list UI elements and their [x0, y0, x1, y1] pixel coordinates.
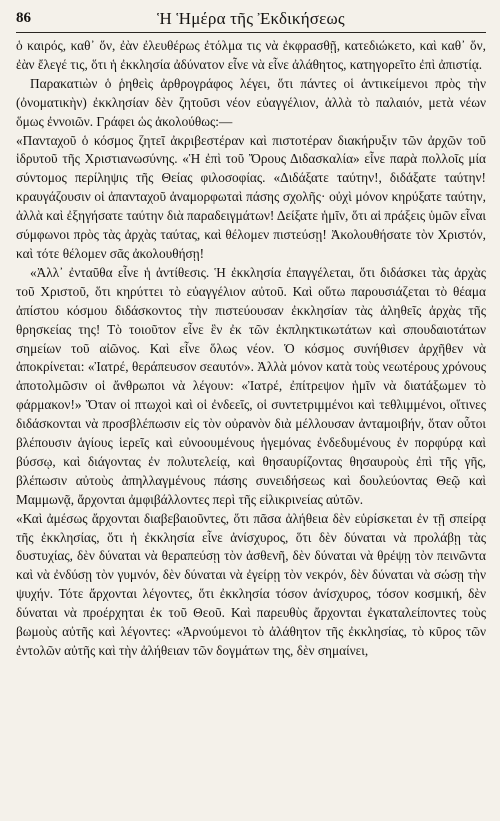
running-title: Ἡ Ἡμέρα τῆς Ἐκδικήσεως: [157, 9, 345, 28]
paragraph-3: «Πανταχοῦ ὁ κόσμος ζητεῖ ἀκριβεστέραν καὶ πιστοτέραν διακήρυξιν τῶν ἀρχῶν τοῦ ἱδρυτοῦ τῆς Χριστιανωσύνης. «Ἡ ἐπὶ τοῦ Ὄρους Διδασκαλία» εἶνε παρὰ πολλοῖς μία σύντομος περίληψις τῆς Θείας φιλοσοφίας. «Διδάξατε ταύτην!, διδάξατε ταύτην! κραυγάζουσιν οἱ ἀπανταχοῦ ἀναμορφωταὶ πάσης σχολῆς· οὐχὶ μόνον κηρύξατε ταύτην, ἀλλὰ καὶ ἐξηγήσατε ταύτην διὰ παραδειγμάτων! Δείξατε ἡμῖν, ὅτι αἱ πράξεις ὑμῶν εἶναι σύμφωνοι πρὸς τὰς ἀρχὰς ταύτας, καὶ θέλομεν πιστεύσῃ! Ἀκολουθήσατε τὸν Χριστόν, καὶ τότε θέλομεν σᾶς ἀκολουθήσῃ!: [16, 132, 486, 261]
paragraph-4: «Ἀλλ᾿ ἐνταῦθα εἶνε ἡ ἀντίθεσις. Ἡ ἐκκλησία ἐπαγγέλεται, ὅτι διδάσκει τὰς ἀρχὰς τοῦ Χριστοῦ, ὅτι κηρύττει τὸ εὐαγγέλιον αὐτοῦ. Καὶ οὕτω παρουσιάζεται τὸ θέαμα ἀπίστου κόσμου διδάσκοντος τὴν πιστεύουσαν ἐκκλησίαν τὰς ἀληθεῖς ἀρχὰς τῆς θρησκείας της! Τὸ τοιοῦτον εἶνε ἓν ἐκ τῶν ἐκπληκτικωτάτων καὶ σπουδαιοτάτων σημείων τοῦ αἰῶνος. Καὶ εἶνε ὅλως νέον. Ὁ κόσμος συνήθισεν ἀρχῆθεν νὰ ἀποκρίνεται: «Ἰατρέ, θεράπευσον σεαυτόν». Ἀλλὰ μόνον κατὰ τοὺς νεωτέρους χρόνους ἀποτολμῶσιν οἱ ἄνθρωποι νὰ λέγουν: «Ἰατρέ, ἐπίτρεψον ἡμῖν νὰ διατάξωμεν τὸ φάρμακον!» Ὅταν οἱ πτωχοὶ καὶ οἱ ἐνδεεῖς, οἱ συντετριμμένοι καὶ τεθλιμμένοι, οἵτινες διδάσκονται νὰ προσβλέπωσιν εἰς τὸν οὐρανὸν διὰ μέλλουσαν ἀνταμοιβήν, ὅταν οὗτοι βλέπουσιν ἁγίους ἱερεῖς καὶ εὐνοουμένους ἡγεμόνας ἐνδεδυμένους ἐν πορφύρᾳ καὶ βύσσῳ, καὶ διάγοντας ἐν πολυτελείᾳ, καὶ θησαυρίζοντας θησαυροὺς ἐπὶ τῆς γῆς, βλέπωσιν αὐτοὺς ἀπηλλαγμένους πάσης συνειδήσεως καὶ δουλεύοντας Θεῷ καὶ Μαμμωνᾷ, ἄρχονται ἀμφιβάλλοντες περὶ τῆς εἰλικρινείας αὐτῶν.: [16, 264, 486, 507]
paragraph-1: ὁ καιρός, καθ᾿ ὅν, ἐὰν ἐλευθέρως ἐτόλμα τις νὰ ἐκφρασθῇ, κατεδιώκετο, καὶ καθ᾿ ὅν, ἐὰν ἔλεγέ τις, ὅτι ἡ ἐκκλησία ἀδύνατον εἶνε νὰ εἶνε ἀλάθητος, κατηγορεῖτο ἐπὶ ἀπιστίᾳ.: [16, 38, 486, 72]
page-number: 86: [16, 10, 31, 26]
page-body: [16, 37, 486, 661]
paragraph-5: «Καὶ ἀμέσως ἄρχονται διαβεβαιοῦντες, ὅτι πᾶσα ἀλήθεια δὲν εὑρίσκεται ἐν τῇ σπείρᾳ τῆς ἐκκλησίας, ὅτι ἡ ἐκκλησία εἶνε ἀνίσχυρος, ὅτι δὲν δύναται νὰ προλάβῃ τὰς δυστυχίας, δὲν δύναται νὰ θεραπεύσῃ τὸν ἀσθενῆ, δὲν δύναται νὰ θρέψῃ τὸν πεινῶντα καὶ νὰ ἐνδύσῃ τὸν γυμνόν, δὲν δύναται νὰ ἐγείρῃ τὸν νεκρόν, δὲν δύναται νὰ σώσῃ τὴν ψυχήν. Τότε ἄρχονται λέγοντες, ὅτι ἐκκλησία τόσον ἀνίσχυρος, τόσον κοσμική, δὲν δύναται νὰ προέρχηται ἐκ τοῦ Θεοῦ. Καὶ παρευθὺς ἄρχονται ἐγκαταλείποντες τοὺς βωμοὺς αὐτῆς καὶ λέγοντες: «Ἀρνούμενοι τὸ ἀλάθητον τῆς ἐκκλησίας, τὸ κῦρος τῶν ἐντολῶν αὐτῆς καὶ τὴν ἀλήθειαν τῶν δογμάτων της, δὲν σημαίνει,: [16, 510, 486, 658]
paragraph-2: Παρακατιὼν ὁ ῥηθεὶς ἀρθρογράφος λέγει, ὅτι πάντες οἱ ἀντικείμενοι πρὸς τὴν (ὀνοματικὴν) ἐκκλησίαν δὲν ζητοῦσι νέον εὐαγγέλιον, ἀλλὰ τὸ παλαιόν, μετὰ νέων ὅμως ἐννοιῶν. Γράφει ὡς ἀκολούθως:—: [16, 75, 486, 129]
page-header: [16, 8, 486, 33]
